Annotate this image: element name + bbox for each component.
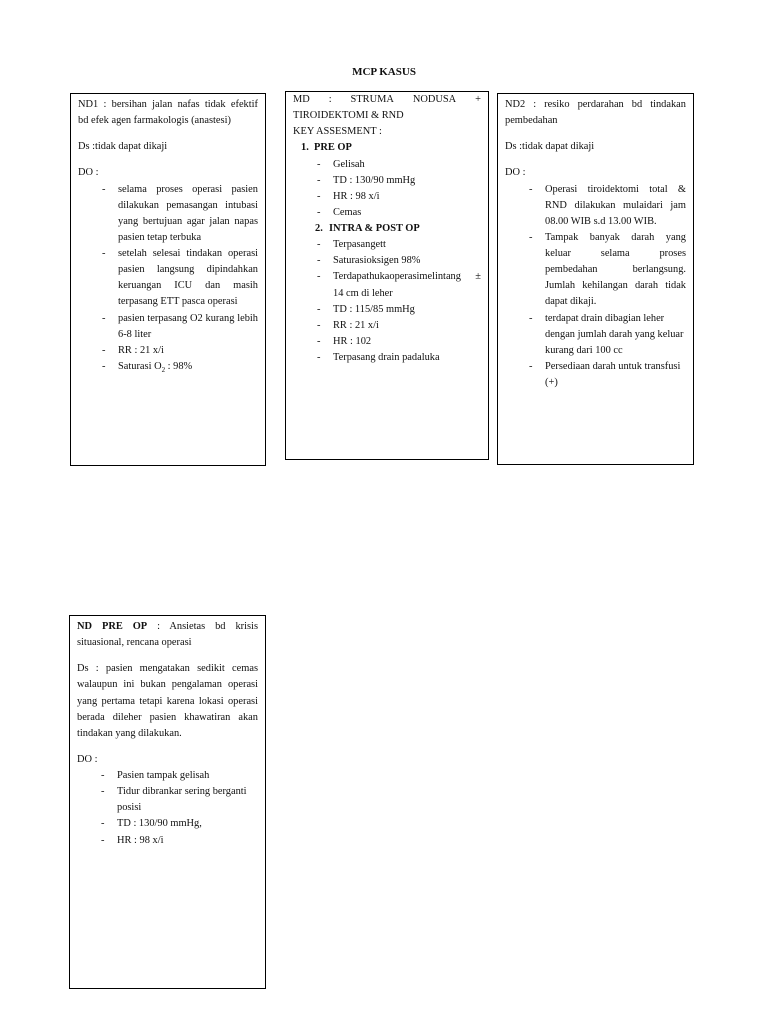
saturasi-suffix: : 98% (165, 360, 193, 372)
nd2-header-line2: pembedahan (505, 115, 558, 127)
list-item: - TD : 130/90 mmHg (293, 173, 481, 189)
nd1-ds: Ds :tidak dapat dikaji (78, 141, 168, 153)
list-item: - Terpasangett (293, 237, 481, 253)
md-label: MD (293, 94, 310, 105)
list-item: - TD : 130/90 mmHg, (77, 816, 258, 832)
list-item: - Terpasang drain padaluka (293, 350, 481, 366)
list-item: - HR : 98 x/i (77, 833, 258, 849)
page-title: MCP KASUS (352, 66, 416, 78)
list-item: - TD : 115/85 mmHg (293, 302, 481, 318)
md-line3: KEY ASSESMENT : (293, 126, 382, 138)
md-box (285, 91, 489, 460)
md-line2: TIROIDEKTOMI & RND (293, 110, 404, 122)
list-item: - RR : 21 x/i (78, 343, 258, 359)
list-item: - Operasi tiroidektomi total & RND dilakukan mulaidari jam 08.00 WIB s.d 13.00 WIB. (505, 182, 686, 230)
list-item: - selama proses operasi pasien dilakukan pemasangan intubasi yang bertujuan agar jalan napas pasien tetap terbuka (78, 182, 258, 247)
nd-pre-op-box (69, 615, 266, 989)
md-intra-op-pm: ± (475, 271, 481, 283)
list-item: - Persediaan darah untuk transfusi (+) (505, 359, 686, 391)
nd1-do-list (78, 182, 258, 376)
ndpre-do-label: DO : (77, 753, 98, 765)
md-intra-op-text: - Terdapathukaoperasimelintang (333, 271, 461, 283)
list-item: - HR : 98 x/i (293, 189, 481, 205)
ndpre-do-list (77, 768, 258, 849)
list-item (78, 359, 258, 375)
nd1-header-line1: ND1 : bersihan jalan nafas tidak efektif (78, 99, 258, 110)
list-item: - setelah selesai tindakan operasi pasien langsung dipindahkan keruangan ICU dan masih terpasang ETT pasca operasi (78, 246, 258, 311)
md-pre-label: PRE OP (314, 142, 352, 154)
ndpre-header-line2: situasional, rencana operasi (77, 637, 192, 649)
md-plus: + (475, 94, 481, 105)
md-nodusa: NODUSA (412, 94, 457, 105)
list-item: - terdapat drain dibagian leher dengan jumlah darah yang keluar kurang dari 100 cc (505, 311, 686, 359)
list-item: - RR : 21 x/i (293, 318, 481, 334)
ndpre-ds: Ds : pasien mengatakan sedikit cemas walaupun ini bukan pengalaman operasi yang pertama tetapi karena lokasi operasi berada dileher pasien khawatiran akan tindakan yang dilakukan. (77, 663, 258, 739)
md-colon: : (328, 94, 332, 105)
ndpre-header-line1 (77, 619, 258, 635)
nd2-box (497, 93, 694, 465)
nd1-do-label: DO : (78, 167, 99, 179)
list-item (293, 269, 481, 301)
md-intra-op-cont: 14 cm di leher (333, 287, 393, 299)
list-item: - Gelisah (293, 157, 481, 173)
nd1-header-line2: bd efek agen farmakologis (anastesi) (78, 115, 231, 127)
list-item: - Pasien tampak gelisah (77, 768, 258, 784)
nd2-header-line1: ND2 : resiko perdarahan bd tindakan (505, 99, 686, 110)
nd2-do-list (505, 182, 686, 392)
md-intra-list (293, 237, 481, 366)
list-item: - Saturasioksigen 98% (293, 253, 481, 269)
saturasi-sub: 2 (161, 365, 166, 374)
list-item: - Tampak banyak darah yang keluar selama proses pembedahan berlangsung. Jumlah kehilangan darah tidak dapat dikaji. (505, 230, 686, 311)
md-line1 (293, 92, 481, 108)
list-item: - HR : 102 (293, 334, 481, 350)
list-item: - Tidur dibrankar sering berganti posisi (77, 784, 258, 816)
md-intra-heading (293, 221, 481, 237)
md-intra-num: 2. (315, 223, 323, 234)
nd2-ds: Ds :tidak dapat dikaji (505, 141, 595, 153)
md-intra-label: INTRA & POST OP (329, 223, 420, 234)
ndpre-header-bold: ND PRE OP (77, 621, 148, 632)
ndpre-header-rest: : Ansietas bd krisis (147, 621, 258, 632)
list-item: - Cemas (293, 205, 481, 221)
list-item: - pasien terpasang O2 kurang lebih 6-8 liter (78, 311, 258, 343)
md-intra-op-line (333, 269, 481, 285)
md-struma: STRUMA (350, 94, 394, 105)
md-pre-num: 1. (301, 142, 309, 154)
md-pre-heading (293, 140, 481, 156)
nd1-box (70, 93, 266, 466)
md-pre-list (293, 157, 481, 222)
saturasi-prefix: Saturasi O (118, 360, 162, 372)
nd2-do-label: DO : (505, 167, 526, 179)
